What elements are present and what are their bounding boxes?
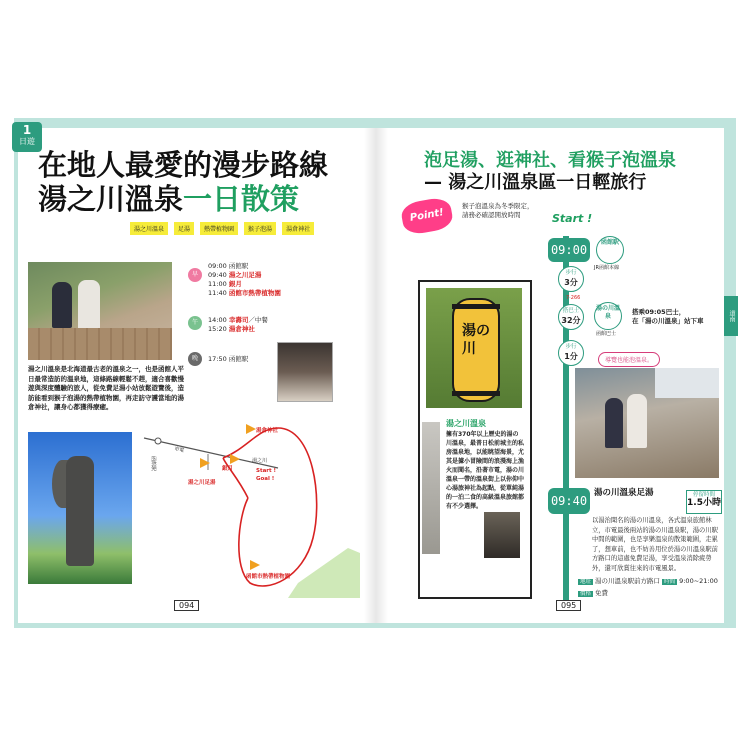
day-badge-label: 日遊 [19, 137, 35, 146]
left-title-line2a: 湯之川溫泉 [38, 182, 184, 216]
stone-monument-photo [422, 422, 440, 554]
morning-badge: 早 [188, 268, 202, 282]
station-marker [155, 438, 161, 444]
map-label-station: 函館駅 [150, 456, 156, 472]
lantern-band [452, 391, 500, 396]
photo-caption-bubble: 導覽也能泡溫泉。 [598, 352, 660, 367]
small-footbath-photo [484, 512, 520, 558]
wood-deck [28, 328, 172, 360]
footbath-address: 地址 湯の川溫泉駅前方路口 時間 9:00~21:00 [580, 577, 718, 585]
bus-step: 搭巴士 32分 [558, 304, 584, 330]
noon-schedule [208, 316, 268, 334]
map-label-stop: 湯之川 [252, 458, 268, 464]
footbath-title: 湯の川溫泉足湯 [594, 488, 654, 498]
evening-schedule [208, 355, 248, 364]
route-map [138, 418, 360, 598]
station-sub: JR函館本線 [594, 265, 619, 271]
angel-statue-photo [28, 432, 132, 584]
tag: 足湯 [174, 222, 194, 235]
map-label-tram: 市電 [173, 446, 185, 455]
map-label-goal: Goal ! [256, 476, 275, 482]
schedule-item: 09:40 湯之川足湯 [208, 271, 262, 279]
left-page-title [38, 148, 328, 216]
tag-list [130, 222, 314, 235]
tag: 湯之川溫泉 [130, 222, 168, 235]
map-label-start: Start ! [256, 468, 277, 474]
statue-figure [66, 456, 94, 566]
start-label: Start ! [552, 212, 593, 225]
region-side-tab: 道南 [724, 296, 738, 336]
schedule-item: 11:40 函館市熱帶植物園 [208, 289, 281, 297]
evening-badge: 晚 [188, 352, 202, 366]
station-name: 函館駅 [600, 239, 619, 246]
bus-note: 搭乘09:05巴士， 在「湯の川溫泉」站下車 [632, 308, 704, 325]
map-label-shrine: 湯倉神社 [256, 428, 279, 434]
tag: 猴子泡湯 [244, 222, 276, 235]
station-yunokawa [594, 302, 622, 330]
person-figure [605, 398, 623, 448]
station-sub: 函館巴士 [596, 331, 617, 337]
right-title-line1: 泡足湯、逛神社、看猴子泡溫泉 [424, 150, 676, 171]
schedule-item: 09:00 函館駅 [208, 262, 249, 270]
page-number-right: 095 [556, 600, 581, 611]
schedule-item: 14:00 幸壽司／中餐 [208, 316, 268, 324]
station-name: 湯の川溫泉 [595, 305, 620, 320]
left-title-line2b: 一日散策 [183, 182, 300, 216]
right-title-line2: — 湯之川溫泉區一日輕旅行 [424, 172, 647, 193]
person-figure [52, 282, 72, 328]
time-block-0940: 09:40 [548, 488, 590, 514]
lantern-icon [452, 298, 500, 402]
duration-box: 停留時間 1.5小時 [686, 490, 722, 514]
footbath-roof [655, 368, 719, 398]
point-note: 猴子泡溫泉為冬季限定，請務必確認開放時間 [462, 202, 534, 219]
day-badge-number: 1 [22, 123, 32, 137]
footbath-description: 以湯治聞名的湯の川溫泉，各式溫泉旅館林立，市電最後兩站的湯の川溫泉駅，湯の川駅中間的範圍，也是享樂溫泉的散策範圍，走累了，想車前，也不妨善用位於湯の川溫泉駅前方路口的這處免費足湯，享受溫泉消除疲勞外，還可欣賞往來的市電風景。 [592, 517, 718, 572]
book-gutter [364, 128, 388, 623]
map-label-park: 函館市熱帶植物園 [246, 574, 291, 580]
footbath-couple-photo [28, 262, 172, 360]
lantern-photo [426, 288, 522, 408]
lantern-band [452, 304, 500, 309]
right-page-title [424, 150, 676, 194]
morning-schedule [208, 262, 281, 298]
shrine-photo [277, 342, 333, 402]
lantern-text: 湯の川 [462, 323, 490, 357]
left-intro-text: 湯之川溫泉是北海道最古老的溫泉之一，也是函館人平日最常造訪的溫泉地，這條路線輕鬆不趕，適合喜歡慢遊與深度體驗的旅人，從免費足湯小站放鬆遊覽後，造訪能看到猴子泡湯的熱帶植物園，再走訪守護當地的湯倉神社，讓身心都獲得療癒。 [28, 365, 184, 411]
left-title-line2 [38, 182, 328, 216]
map-label-ginnetsu: 銀月 [222, 466, 234, 472]
station-hakodate [596, 236, 624, 264]
left-title-line1: 在地人最愛的漫步路線 [38, 148, 329, 182]
card-title: 湯之川溫泉 [446, 419, 486, 428]
walk-step-2: 步行 1分 [558, 340, 584, 366]
tag: 湯倉神社 [282, 222, 314, 235]
person-figure [78, 280, 100, 330]
map-label-footbath: 湯之川足湯 [188, 480, 216, 486]
card-text: 擁有370年以上歷史的湯の川溫泉，最普日松前城主的私房溫泉地，以能眺望海景，尤其是據小冒險間的浪漫海上漁火而聞名，沿著市電，湯の川溫泉一帶的溫泉街上以你仰中心湯旅神社為起點，從單純湯的一泊二食的高級溫泉旅館都有不少選擇。 [446, 431, 525, 510]
schedule-item: 17:50 函館駅 [208, 355, 249, 363]
page-number-left: 094 [174, 600, 199, 611]
noon-badge: 午 [188, 316, 202, 330]
time-block-0900: 09:00 [548, 238, 590, 262]
walk-step-1: 步行 3分 [558, 266, 584, 292]
person-figure [627, 394, 647, 448]
tag: 熱帶植物園 [200, 222, 238, 235]
schedule-item: 11:00 銀月 [208, 280, 242, 288]
bus-number: 7·266 [566, 295, 581, 301]
schedule-item: 15:20 湯倉神社 [208, 325, 255, 333]
footbath-photo [575, 368, 719, 478]
footbath-fee: 價格 免費 [580, 589, 609, 597]
point-badge: Point! [400, 196, 455, 236]
